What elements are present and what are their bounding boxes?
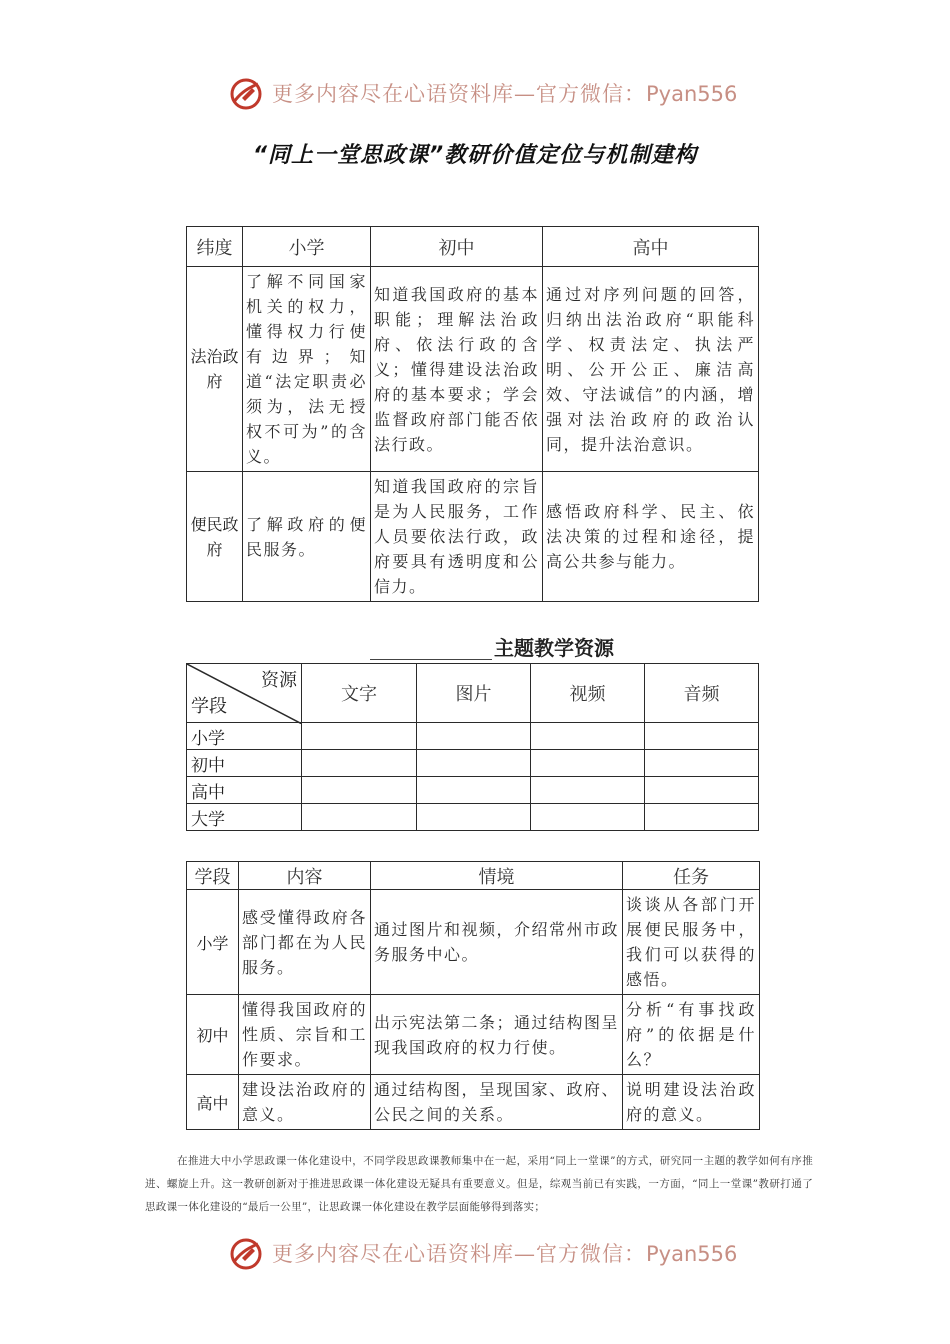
table-cell: 建设法治政府的意义。 bbox=[239, 1075, 371, 1130]
stage-label: 高中 bbox=[187, 777, 302, 804]
row-label: 便民政府 bbox=[187, 472, 243, 602]
empty-cell bbox=[531, 777, 645, 804]
empty-cell bbox=[531, 804, 645, 831]
table-cell: 通过图片和视频，介绍常州市政务服务中心。 bbox=[371, 890, 623, 995]
table-cell: 感悟政府科学、民主、依法决策的过程和途径，提高公共参与能力。 bbox=[543, 472, 759, 602]
table-cell: 了解不同国家机关的权力，懂得权力行使有边界；知道“法定职责必须为，法无授权不可为”的含义。 bbox=[243, 267, 371, 472]
empty-cell bbox=[645, 723, 759, 750]
table-row bbox=[187, 995, 760, 1075]
table1-header-primary: 小学 bbox=[243, 227, 371, 267]
table-cell: 说明建设法治政府的意义。 bbox=[623, 1075, 760, 1130]
table1-header-middle: 初中 bbox=[371, 227, 543, 267]
table-row bbox=[187, 472, 759, 602]
table-row bbox=[187, 267, 759, 472]
row-label: 高中 bbox=[187, 1075, 239, 1130]
logo-icon bbox=[228, 76, 264, 112]
resource-table bbox=[186, 663, 759, 831]
table2-header-video: 视频 bbox=[531, 664, 645, 723]
table3-header-context: 情境 bbox=[371, 862, 623, 890]
row-label: 小学 bbox=[187, 890, 239, 995]
empty-cell bbox=[417, 777, 531, 804]
banner-text bbox=[272, 1238, 737, 1268]
table-cell: 感受懂得政府各部门都在为人民服务。 bbox=[239, 890, 371, 995]
corner-header bbox=[187, 664, 302, 723]
table1-header-dimension: 纬度 bbox=[187, 227, 243, 267]
resource-table-title: 主题教学资源 bbox=[494, 636, 614, 660]
table1-header-high: 高中 bbox=[543, 227, 759, 267]
empty-cell bbox=[645, 777, 759, 804]
table3-header-stage: 学段 bbox=[187, 862, 239, 890]
empty-cell bbox=[417, 723, 531, 750]
empty-cell bbox=[302, 723, 417, 750]
table-row bbox=[187, 750, 759, 777]
banner-label: 更多内容尽在心语资料库—官方微信： bbox=[272, 82, 646, 106]
corner-label-stage: 学段 bbox=[191, 696, 227, 717]
table-cell: 出示宪法第二条；通过结构图呈现我国政府的权力行使。 bbox=[371, 995, 623, 1075]
table-cell: 知道我国政府的宗旨是为人民服务，工作人员要依法行政，政府要具有透明度和公信力。 bbox=[371, 472, 543, 602]
table2-header-audio: 音频 bbox=[645, 664, 759, 723]
lesson-design-table bbox=[186, 861, 760, 1130]
footer-banner bbox=[0, 1232, 950, 1276]
row-label: 法治政府 bbox=[187, 267, 243, 472]
table-cell: 通过结构图，呈现国家、政府、公民之间的关系。 bbox=[371, 1075, 623, 1130]
dimension-table bbox=[186, 226, 759, 602]
empty-cell bbox=[645, 750, 759, 777]
table-cell: 通过对序列问题的回答，归纳出法治政府“职能科学、权责法定、执法严明、公开公正、廉洁高效、守法诚信”的内涵，增强对法治政府的政治认同，提升法治意识。 bbox=[543, 267, 759, 472]
banner-text bbox=[272, 78, 737, 108]
table-row bbox=[187, 804, 759, 831]
empty-cell bbox=[531, 750, 645, 777]
table-row bbox=[187, 723, 759, 750]
stage-label: 初中 bbox=[187, 750, 302, 777]
empty-cell bbox=[417, 804, 531, 831]
table2-header-text: 文字 bbox=[302, 664, 417, 723]
table-row bbox=[187, 777, 759, 804]
logo-icon bbox=[228, 1236, 264, 1272]
stage-label: 大学 bbox=[187, 804, 302, 831]
empty-cell bbox=[302, 804, 417, 831]
corner-label-resource: 资源 bbox=[261, 670, 297, 691]
empty-cell bbox=[531, 723, 645, 750]
subtitle-underline bbox=[370, 659, 492, 660]
row-label: 初中 bbox=[187, 995, 239, 1075]
table-cell: 懂得我国政府的性质、宗旨和工作要求。 bbox=[239, 995, 371, 1075]
banner-label: 更多内容尽在心语资料库—官方微信： bbox=[272, 1242, 646, 1266]
table-cell: 分析“有事找政府”的依据是什么？ bbox=[623, 995, 760, 1075]
table2-header-image: 图片 bbox=[417, 664, 531, 723]
empty-cell bbox=[417, 750, 531, 777]
page-title: “同上一堂思政课”教研价值定位与机制建构 bbox=[252, 143, 698, 168]
banner-wechat-id: Pyan556 bbox=[646, 82, 738, 106]
table3-header-task: 任务 bbox=[623, 862, 760, 890]
banner-wechat-id: Pyan556 bbox=[646, 1242, 738, 1266]
table-row bbox=[187, 1075, 760, 1130]
body-paragraph: 在推进大中小学思政课一体化建设中，不同学段思政课教师集中在一起，采用“同上一堂课”的方式，研究同一主题的教学如何有序推进、螺旋上升。这一教研创新对于推进思政课一体化建设无疑具有重要意义。但是，综观当前已有实践，一方面，“同上一堂课”教研打通了思政课一体化建设的“最后一公里”，让思政课一体化建设在教学层面能够得到落实； bbox=[145, 1155, 813, 1213]
empty-cell bbox=[645, 804, 759, 831]
table-cell: 知道我国政府的基本职能；理解法治政府、依法行政的含义；懂得建设法治政府的基本要求；学会监督政府部门能否依法行政。 bbox=[371, 267, 543, 472]
empty-cell bbox=[302, 777, 417, 804]
table3-header-content: 内容 bbox=[239, 862, 371, 890]
table-cell: 谈谈从各部门开展便民服务中，我们可以获得的感悟。 bbox=[623, 890, 760, 995]
stage-label: 小学 bbox=[187, 723, 302, 750]
header-banner bbox=[0, 72, 950, 116]
empty-cell bbox=[302, 750, 417, 777]
table-row bbox=[187, 890, 760, 995]
table-cell: 了解政府的便民服务。 bbox=[243, 472, 371, 602]
